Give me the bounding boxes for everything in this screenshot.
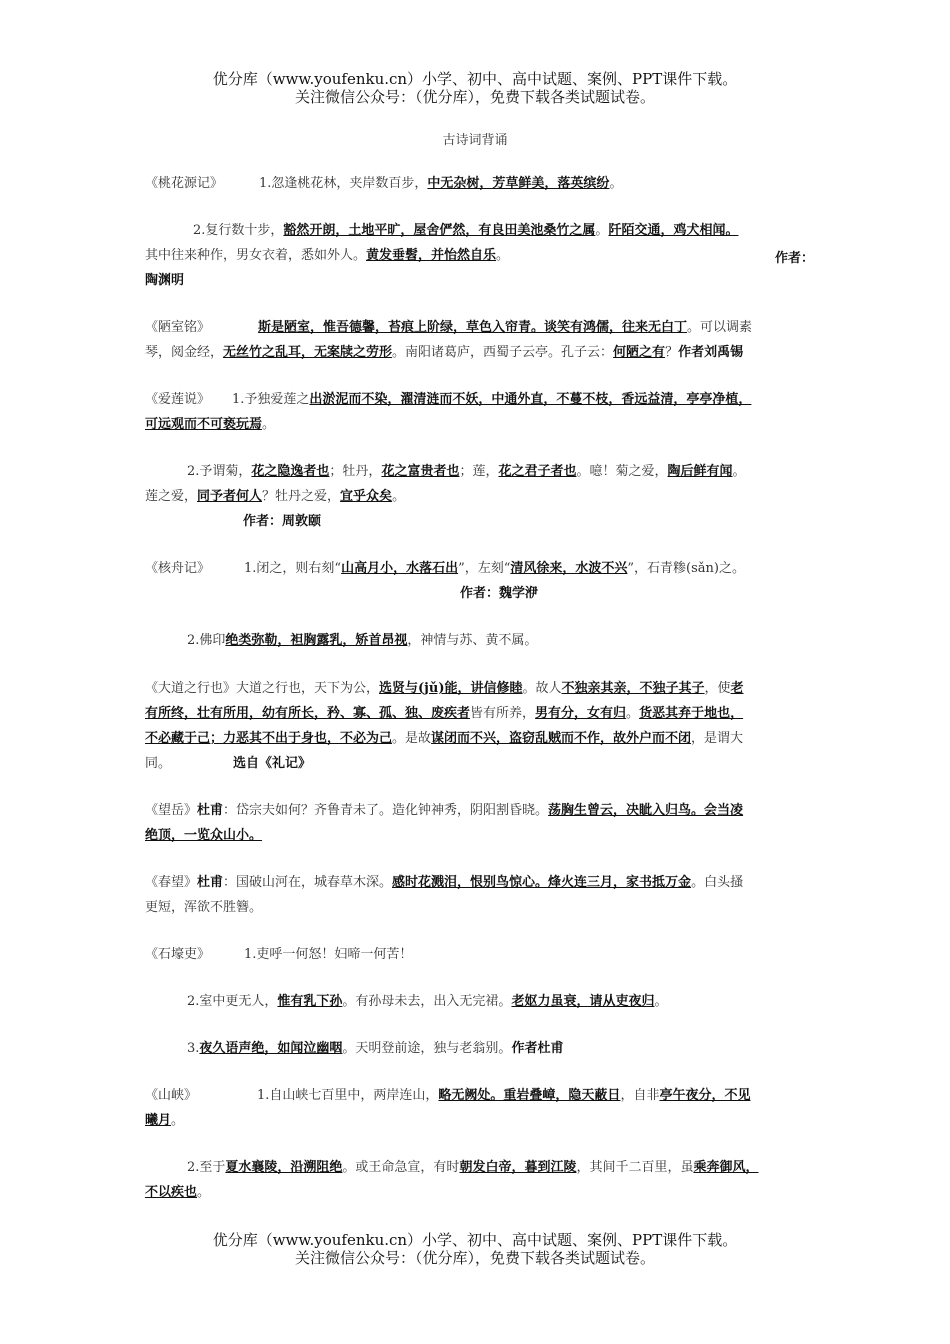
key-phrase: 男有分，女有归: [535, 706, 627, 721]
ailian-line-2: 可远观而不可亵玩焉。: [145, 417, 276, 432]
loushi-line-2: 琴，阅金经，无丝竹之乱耳，无案牍之劳形。南阳诸葛庐，西蜀子云亭。孔子云：何陋之有？作者刘禹锡: [145, 345, 744, 360]
poem-title: 《大道之行也》: [145, 681, 237, 696]
key-phrase: 老妪力虽衰，请从吏夜归: [511, 994, 655, 1009]
key-phrase: 豁然开朗，土地平旷，屋舍俨然，有良田美池桑竹之属: [283, 223, 596, 238]
key-phrase: 黄发垂髫，并怡然自乐: [366, 248, 497, 263]
sanxia-line-3: 2.至于夏水襄陵，沿溯阻绝。或王命急宣，有时朝发白帝，暮到江陵，其间千二百里，虽乘奔御风，: [187, 1160, 759, 1175]
footer-line-1: 优分库（www.youfenku.cn）小学、初中、高中试题、案例、PPT课件下载。: [212, 1231, 738, 1249]
key-phrase: 不必藏于己；力恶其不出于身也，不必为己: [145, 731, 393, 746]
key-phrase: 夜久语声绝，如闻泣幽咽: [199, 1041, 343, 1056]
source-label: 选自《礼记》: [233, 756, 312, 771]
ailian-line-1: 《爱莲说》 1.予独爱莲之出淤泥而不染，濯清涟而不妖，中通外直，不蔓不枝，香远益清，亭亭净植，: [145, 392, 752, 407]
key-phrase: 有所终，壮有所用，幼有所长，矜、寡、孤、独、废疾者: [145, 706, 471, 721]
poem-title: 《石壕吏》: [145, 947, 211, 962]
sanxia-line-2: 曦月。: [145, 1113, 185, 1128]
key-phrase: 荡胸生曾云，决眦入归鸟。会当凌: [548, 803, 744, 818]
author-name: 作者刘禹锡: [678, 345, 744, 360]
ailian-line-3: 2.予谓菊，花之隐逸者也；牡丹，花之富贵者也；莲，花之君子者也。噫！菊之爱，陶后鲜有闻。: [187, 464, 746, 479]
author-name: 杜甫: [197, 803, 224, 818]
author-name: 陶渊明: [145, 273, 185, 288]
poem-title: 《爱莲说》: [145, 392, 211, 407]
key-phrase: 感时花溅泪，恨别鸟惊心。烽火连三月，家书抵万金: [392, 875, 692, 890]
author-label: 作者：: [775, 251, 815, 266]
key-phrase: 花之君子者也: [498, 464, 577, 479]
poem-title: 《山峡》: [145, 1088, 198, 1103]
wangyue-line-2: [145, 827, 815, 845]
key-phrase: 乘奔御风，: [693, 1160, 759, 1175]
key-phrase: 朝发白帝，暮到江陵: [459, 1160, 577, 1175]
key-phrase: 清风徐来，水波不兴: [510, 561, 628, 576]
key-phrase: 略无阙处。重岩叠嶂，隐天蔽日: [438, 1088, 621, 1103]
hezhou-line-1: 《核舟记》 1.闭之，则右刻“山高月小，水落石出”，左刻“清风徐来，水波不兴”，石青糁(sǎn)之。: [145, 561, 745, 576]
author-name: 作者杜甫: [511, 1041, 564, 1056]
key-phrase: 老: [730, 681, 744, 696]
chunwang-line-1: 《春望》杜甫：国破山河在，城春草木深。感时花溅泪，恨别鸟惊心。烽火连三月，家书抵万金。白头搔: [145, 875, 744, 890]
footer-line-2: 关注微信公众号：（优分库），免费下载各类试题试卷。: [294, 1249, 655, 1267]
hezhou-line-2: 2.佛印绝类弥勒，袒胸露乳，矫首昂视，神情与苏、黄不属。: [187, 633, 538, 648]
key-phrase: 中无杂树，芳草鲜美，落英缤纷: [427, 176, 610, 191]
key-phrase: 绝顶，一览众山小。: [145, 828, 263, 843]
poem-title: 《春望》: [145, 875, 198, 890]
key-phrase: 货恶其弃于地也，: [639, 706, 744, 721]
key-phrase: 不以疾也: [145, 1185, 198, 1200]
key-phrase: 不独亲其亲，不独子其子: [561, 681, 705, 696]
key-phrase: 谋闭而不兴，盗窃乱贼而不作，故外户而不闭: [431, 731, 692, 746]
poem-title: 《核舟记》: [145, 561, 211, 576]
key-phrase: 亭午夜分，不见: [659, 1088, 751, 1103]
poem-title: 《陋室铭》: [145, 320, 211, 335]
key-phrase: 绝类弥勒，袒胸露乳，矫首昂视: [225, 633, 408, 648]
author-name: 作者：魏学洢: [460, 586, 539, 601]
header-line-1: 优分库（www.youfenku.cn）小学、初中、高中试题、案例、PPT课件下载。: [212, 70, 738, 88]
ailian-line-4: 莲之爱，同予者何人？牡丹之爱，宜乎众矣。: [145, 489, 406, 504]
taohuayuan-line-3: 其中往来种作，男女衣着，悉如外人。黄发垂髫，并怡然自乐。: [145, 248, 510, 263]
sanxia-line-4: 不以疾也。: [145, 1185, 211, 1200]
key-phrase: 斯是陋室，惟吾德馨，苔痕上阶绿，草色入帘青。谈笑有鸿儒，往来无白丁: [258, 320, 688, 335]
page-title: 古诗词背诵: [442, 133, 508, 148]
key-phrase: 无丝竹之乱耳，无案牍之劳形: [223, 345, 393, 360]
key-phrase: 花之隐逸者也: [251, 464, 330, 479]
datong-line-3: 不必藏于己；力恶其不出于身也，不必为己。是故谋闭而不兴，盗窃乱贼而不作，故外户而不闭，是谓大: [145, 731, 744, 746]
key-phrase: 选贤与(jǔ)能，讲信修睦: [379, 681, 523, 696]
key-phrase: 花之富贵者也: [381, 464, 460, 479]
author-name: 作者：周敦颐: [243, 514, 322, 529]
chunwang-line-2: 更短，浑欲不胜簪。: [145, 900, 263, 915]
header-line-2: 关注微信公众号：（优分库），免费下载各类试题试卷。: [294, 88, 655, 106]
poem-title: 《望岳》: [145, 803, 198, 818]
shihaoli-line-1: 《石壕吏》 1.吏呼一何怒！妇啼一何苦！: [145, 947, 413, 962]
key-phrase: 山高月小，水落石出: [341, 561, 459, 576]
key-phrase: 夏水襄陵，沿溯阻绝: [225, 1160, 343, 1175]
sanxia-line-1: 《山峡》 1.自山峡七百里中，两岸连山，略无阙处。重岩叠嶂，隐天蔽日，自非亭午夜分，不见: [145, 1088, 751, 1103]
shihaoli-line-3: 3.夜久语声绝，如闻泣幽咽。天明登前途，独与老翁别。作者杜甫: [187, 1041, 564, 1056]
datong-line-2: 有所终，壮有所用，幼有所长，矜、寡、孤、独、废疾者皆有所养，男有分，女有归。货恶其弃于地也，: [145, 706, 744, 721]
key-phrase: 同予者何人: [197, 489, 263, 504]
key-phrase: 可远观而不可亵玩焉: [145, 417, 263, 432]
key-phrase: 宜乎众矣: [340, 489, 393, 504]
key-phrase: 陶后鲜有闻: [667, 464, 733, 479]
datong-line-4: 同。 选自《礼记》: [145, 756, 312, 771]
wangyue-line-1: 《望岳》杜甫：岱宗夫如何？齐鲁青未了。造化钟神秀，阴阳割昏晓。荡胸生曾云，决眦入归鸟。会当凌: [145, 803, 744, 818]
key-phrase: 曦月: [145, 1113, 172, 1128]
key-phrase: 阡陌交通，鸡犬相闻。: [608, 223, 739, 238]
author-name: 杜甫: [197, 875, 224, 890]
poem-title: 《桃花源记》: [145, 176, 224, 191]
loushi-line-1: 《陋室铭》 斯是陋室，惟吾德馨，苔痕上阶绿，草色入帘青。谈笑有鸿儒，往来无白丁。可以调素: [145, 320, 753, 335]
taohuayuan-line-2: 2.复行数十步，豁然开朗，土地平旷，屋舍俨然，有良田美池桑竹之属。阡陌交通，鸡犬相闻。: [193, 223, 739, 238]
key-phrase: 何陋之有: [613, 345, 666, 360]
datong-line-1: 《大道之行也》大道之行也，天下为公，选贤与(jǔ)能，讲信修睦。故人不独亲其亲，不独子其子，使老: [145, 681, 744, 696]
taohuayuan-line-1: 《桃花源记》 1.忽逢桃花林，夹岸数百步，中无杂树，芳草鲜美，落英缤纷。: [145, 176, 623, 191]
key-phrase: 惟有乳下孙: [277, 994, 343, 1009]
key-phrase: 出淤泥而不染，濯清涟而不妖，中通外直，不蔓不枝，香远益清，亭亭净植，: [309, 392, 752, 407]
shihaoli-line-2: 2.室中更无人，惟有乳下孙。有孙母未去，出入无完裙。老妪力虽衰，请从吏夜归。: [187, 994, 668, 1009]
